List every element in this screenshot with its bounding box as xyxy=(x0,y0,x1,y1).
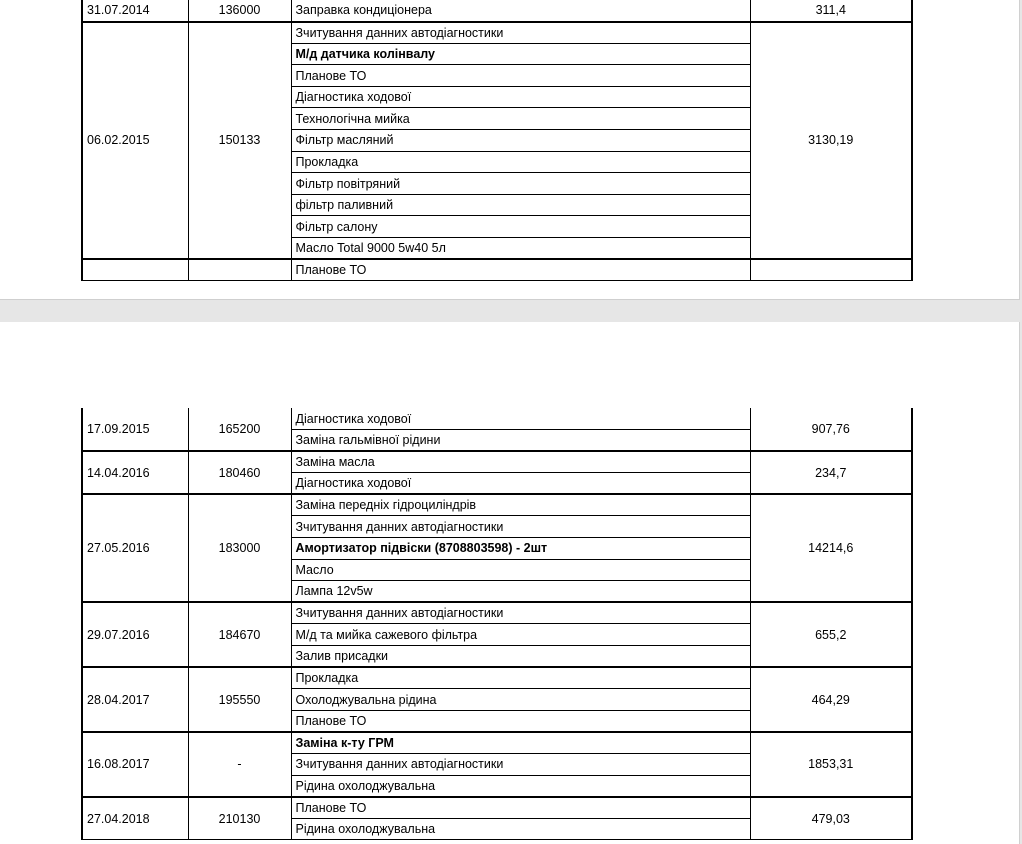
service-date: 14.04.2016 xyxy=(82,451,188,494)
service-item: Діагностика ходової xyxy=(291,408,750,430)
document-page-2 xyxy=(0,322,1020,844)
service-entry-row xyxy=(82,732,912,754)
odometer-km: 183000 xyxy=(188,494,291,602)
service-entry-row xyxy=(82,0,912,22)
service-cost: 14214,6 xyxy=(750,494,912,602)
service-entry-row xyxy=(82,451,912,473)
service-item: Залив присадки xyxy=(291,646,750,668)
service-item: Амортизатор підвіски (8708803598) - 2шт xyxy=(291,538,750,560)
service-item: Масло Total 9000 5w40 5л xyxy=(291,238,750,260)
service-date: 17.09.2015 xyxy=(82,408,188,451)
service-date: 28.04.2017 xyxy=(82,667,188,732)
service-item: Планове ТО xyxy=(291,259,750,281)
service-item: М/д та мийка сажевого фільтра xyxy=(291,624,750,646)
service-item: Планове ТО xyxy=(291,65,750,87)
service-log-table xyxy=(81,0,913,281)
service-item: Планове ТО xyxy=(291,797,750,819)
service-date: 06.02.2015 xyxy=(82,22,188,260)
service-entry-row xyxy=(82,797,912,819)
service-item: Заміна передніх гідроциліндрів xyxy=(291,494,750,516)
service-date: 29.07.2016 xyxy=(82,602,188,667)
service-item: Зчитування данних автодіагностики xyxy=(291,516,750,538)
service-entry-row xyxy=(82,22,912,44)
service-item: Зчитування данних автодіагностики xyxy=(291,602,750,624)
service-item: Рідина охолоджувальна xyxy=(291,775,750,797)
service-cost: 464,29 xyxy=(750,667,912,732)
odometer-km: 165200 xyxy=(188,408,291,451)
service-item: Прокладка xyxy=(291,151,750,173)
odometer-km: - xyxy=(188,732,291,797)
service-item: Фільтр повітряний xyxy=(291,173,750,195)
odometer-km: 195550 xyxy=(188,667,291,732)
service-date: 27.05.2016 xyxy=(82,494,188,602)
service-item: Технологічна мийка xyxy=(291,108,750,130)
odometer-km: 210130 xyxy=(188,797,291,840)
service-entry-row xyxy=(82,667,912,689)
service-cost: 234,7 xyxy=(750,451,912,494)
service-entry-row xyxy=(82,602,912,624)
odometer-km: 136000 xyxy=(188,0,291,22)
service-date xyxy=(82,259,188,281)
service-cost: 311,4 xyxy=(750,0,912,22)
service-item: Заправка кондиціонера xyxy=(291,0,750,22)
service-cost xyxy=(750,259,912,281)
service-log-table xyxy=(81,408,913,840)
service-date: 31.07.2014 xyxy=(82,0,188,22)
service-item: Заміна к-ту ГРМ xyxy=(291,732,750,754)
service-item: Охолоджувальна рідина xyxy=(291,689,750,711)
service-cost: 907,76 xyxy=(750,408,912,451)
service-cost: 3130,19 xyxy=(750,22,912,260)
service-entry-row xyxy=(82,408,912,430)
odometer-km xyxy=(188,259,291,281)
service-item: Фільтр салону xyxy=(291,216,750,238)
service-cost: 655,2 xyxy=(750,602,912,667)
service-item: Заміна гальмівної рідини xyxy=(291,430,750,452)
service-item: Фільтр масляний xyxy=(291,130,750,152)
service-item: фільтр паливний xyxy=(291,194,750,216)
service-item: Прокладка xyxy=(291,667,750,689)
service-item: Діагностика ходової xyxy=(291,86,750,108)
odometer-km: 180460 xyxy=(188,451,291,494)
service-date: 27.04.2018 xyxy=(82,797,188,840)
service-item: Заміна масла xyxy=(291,451,750,473)
service-item: Діагностика ходової xyxy=(291,473,750,495)
service-cost: 1853,31 xyxy=(750,732,912,797)
odometer-km: 184670 xyxy=(188,602,291,667)
service-cost: 479,03 xyxy=(750,797,912,840)
service-item: Масло xyxy=(291,559,750,581)
service-date: 16.08.2017 xyxy=(82,732,188,797)
service-item: Рідина охолоджувальна xyxy=(291,818,750,840)
service-entry-row xyxy=(82,259,912,281)
document-page-1 xyxy=(0,0,1020,300)
service-item: М/д датчика колінвалу xyxy=(291,43,750,65)
service-item: Зчитування данних автодіагностики xyxy=(291,22,750,44)
service-item: Планове ТО xyxy=(291,710,750,732)
service-entry-row xyxy=(82,494,912,516)
odometer-km: 150133 xyxy=(188,22,291,260)
service-item: Зчитування данних автодіагностики xyxy=(291,754,750,776)
service-item: Лампа 12v5w xyxy=(291,581,750,603)
